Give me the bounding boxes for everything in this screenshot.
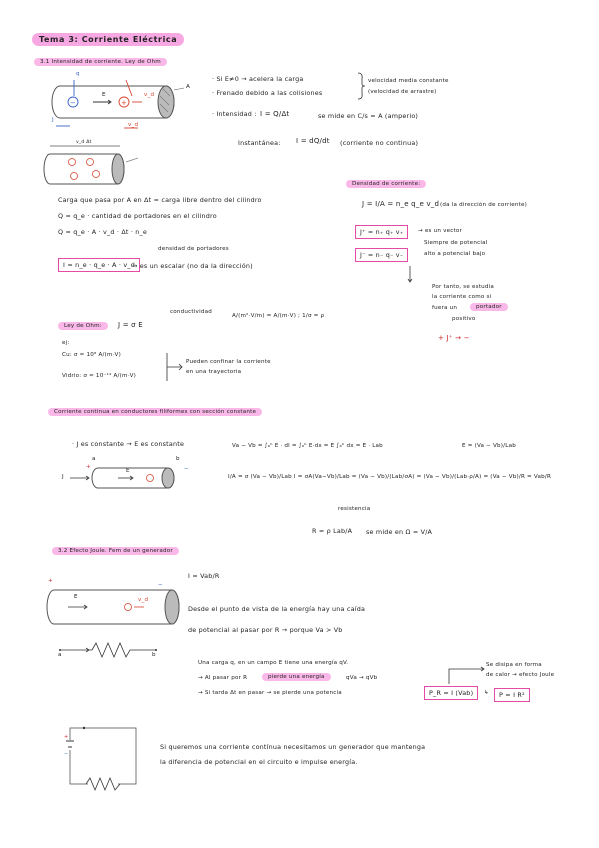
efield-label: E [102,92,106,98]
instant-formula: I = dQ/dt [296,137,330,145]
carga-line1: Carga que pasa por A en Δt = carga libre dentro del cilindro [58,196,262,204]
charge-energy-1: Una carga q, en un campo E tiene una energía qV. [198,660,349,666]
conductivity-units: A/(m²·V/m) = A/(m·V) ; 1/σ = ρ [232,313,325,319]
density-negative-box: J⁻ = n₋ q₋ v₋ [355,248,408,262]
generator-paragraph-1: Si queremos una corriente contínua necesitamos un generador que mantenga [160,743,426,751]
joule-conductor [48,580,188,630]
section-heading-dc: Corriente continua en conductores filiformes con sección constante [48,408,262,416]
dc-label-e: E [126,468,130,474]
resistance-label: resistencia [338,506,371,512]
cylinder-diagram [38,70,191,140]
resistance-unit: se mide en Ω = V/A [366,528,433,536]
plus-minus-line: + J⁺ → − [438,334,470,342]
therefore-3: fuera un [432,305,458,311]
j-label: J [52,117,54,123]
instant-note: (corriente no continua) [340,139,419,147]
copper-example: Cu: σ ≈ 10⁸ A/(m·V) [62,352,121,358]
intensity-formula: I = Q/Δt [260,110,290,118]
bullet-friction: · Frenado debido a las colisiones [212,89,323,97]
potential-note-1: Siempre de potencial [424,240,488,246]
joule-e: E [74,594,78,600]
conductivity-label: conductividad [170,309,212,315]
svg-text:−: − [64,751,69,757]
joule-vd: v_d [138,597,149,603]
generator-circuit [62,722,142,792]
joule-current-formula: I = Vab/R [188,572,220,580]
dissipation-note-1: Se disipa en forma [486,662,542,668]
small-cylinder-diagram [44,140,164,190]
confine-note-2: en una trayectoria [186,369,242,375]
charge-energy-highlight: pierde una energía [262,673,331,681]
vd2-label: v_d [128,122,139,128]
carga-line3: Q = q_e · A · v_d · Δt · n_e [58,228,148,236]
power-formula-box: P_R = I (Vab) [424,686,478,700]
power-formula-box-2: P = I R² [494,688,530,702]
svg-text:+: + [64,734,69,740]
bullet-accelerate: · Si E≠0 → acelera la carga [212,75,304,83]
therefore-4: positivo [452,316,476,322]
intensity-label: · Intensidad : [212,110,257,118]
j-constant: · J es constante → E es constante [72,440,185,448]
confine-note-1: Pueden confinar la corriente [186,359,271,365]
therefore-1: Por tanto, se estudia [432,284,494,290]
svg-text:+: + [121,99,127,107]
vd-label: v_d [144,92,155,98]
density-note: (da la dirección de corriente) [440,202,527,208]
ohm-formula: J = σ E [118,321,143,329]
charge-energy-2-pre: → Al pasar por R [198,675,248,681]
therefore-highlight: portador [470,303,508,311]
resistance-formula: R = ρ Lab/A [312,527,353,535]
current-formula-note: → es un escalar (no da la dirección) [132,262,253,270]
charge-energy-3: → Si tarda Δt en pasar → se pierde una potencia [198,690,342,696]
energy-paragraph-2: de potencial al pasar por R → porque Va > Vb [188,626,343,634]
section-heading-3-2: 3.2 Efecto Joule. Fem de un generador [52,547,179,555]
dc-label-plus: + [86,464,91,470]
brace-note: velocidad media constante (velocidad de arrastre) [368,78,449,95]
power-arrow: ↳ [484,690,489,696]
voltage-equation: Va − Vb = ∫ₐᵇ E · dl = ∫ₐᵇ E·dx = E ∫ₐᵇ dx = E · Lab [232,443,383,449]
density-formula: J = I/A = n_e q_e v_d [362,200,440,208]
area-label: A [186,84,191,90]
carga-line2: Q = q_e · cantidad de portadores en el cilindro [58,212,217,220]
density-positive-box: J⁺ = n₊ q₊ v₊ [355,225,408,239]
brace [357,72,365,100]
therefore-2: la corriente como si [432,294,492,300]
generator-paragraph-2: la diferencia de potencial en el circuito e impulse energía. [160,758,358,766]
resistor-a: a [58,652,62,658]
joule-plus: + [48,578,53,584]
svg-text:−: − [70,99,76,107]
down-arrow [407,266,413,284]
ohm-brace [166,352,186,382]
charge-label: q [76,71,80,77]
page-title: Tema 3: Corriente Eléctrica [32,33,184,46]
glass-example: Vidrio: σ ≈ 10⁻¹⁴ A/(m·V) [62,373,136,379]
dx-label: v_d Δt [76,140,92,145]
dissipation-note-2: de calor → efecto Joule [486,672,555,678]
vector-note: → es un vector [418,228,463,234]
example-label: ej: [62,340,70,346]
dc-label-j: J [62,474,64,480]
density-heading: Densidad de corriente: [346,180,426,188]
dc-label-minus: − [184,466,189,472]
resistor-b: b [152,652,156,658]
current-equation: I/A = σ (Va − Vb)/Lab I = σA(Va−Vb)/Lab = (Va − Vb)/(Lab/σA) = (Va − Vb)/(Lab·ρ/A) = (Va − Vb)/R = Vab/R [228,474,552,480]
joule-minus: − [158,582,163,588]
resistor-symbol [56,636,160,660]
energy-paragraph-1: Desde el punto de vista de la energía hay una caída [188,605,366,613]
filiform-conductor [70,456,190,496]
dc-label-a: a [92,456,96,462]
carga-line3-note: densidad de portadores [158,246,229,252]
instant-label: Instantánea: [238,139,281,147]
current-formula-box: I = n_e · q_e · A · v_d [58,258,140,272]
intensity-unit: se mide en C/s = A (amperio) [318,112,419,120]
ohm-heading: Ley de Ohm: [58,322,108,330]
efield-equation: E = (Va − Vb)/Lab [462,443,516,449]
charge-energy-2-post: qVa → qVb [346,675,378,681]
potential-note-2: alto a potencial bajo [424,251,486,257]
dc-label-b: b [176,456,180,462]
section-heading-3-1: 3.1 Intensidad de corriente. Ley de Ohm [34,58,167,66]
dissipation-bracket [448,666,488,686]
